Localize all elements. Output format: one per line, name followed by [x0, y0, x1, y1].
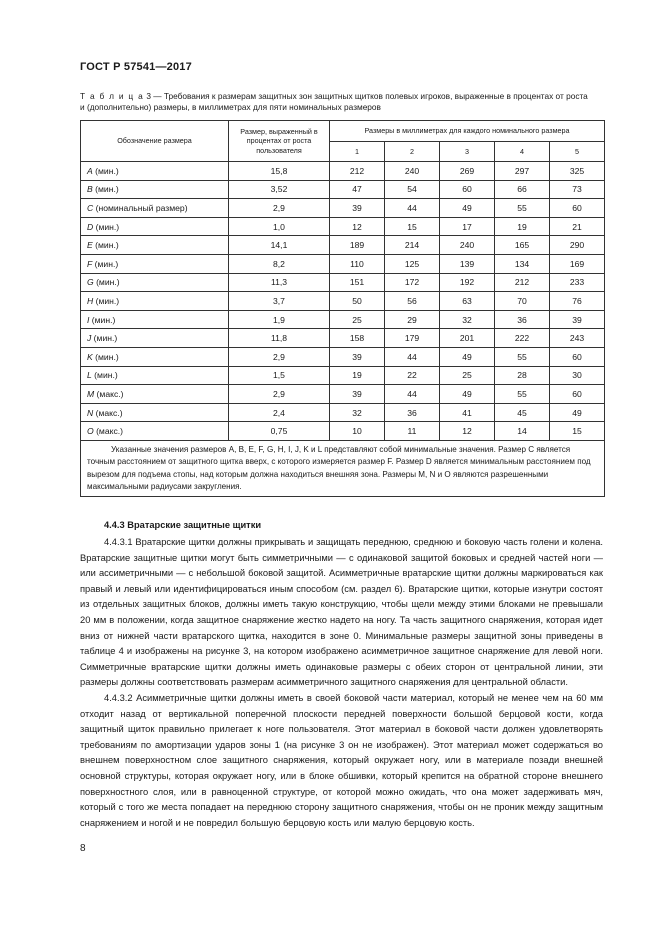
header-mm: Размеры в миллиметрах для каждого номинального размера — [330, 121, 605, 142]
percent-value: 3,52 — [229, 180, 330, 199]
size-designation — [81, 236, 229, 255]
size-designation — [81, 385, 229, 404]
percent-value: 1,9 — [229, 310, 330, 329]
mm-value-size-3: 63 — [440, 292, 495, 311]
size-qualifier: (мин.) — [92, 351, 119, 362]
mm-value-size-2: 125 — [385, 254, 440, 273]
size-designation — [81, 366, 229, 385]
mm-value-size-1: 10 — [330, 422, 385, 441]
size-letter: J — [87, 333, 92, 344]
size-qualifier: (мин.) — [92, 165, 119, 176]
percent-value: 15,8 — [229, 162, 330, 181]
size-letter: M — [87, 388, 95, 399]
header-size-5: 5 — [550, 142, 605, 162]
size-qualifier: (мин.) — [92, 240, 119, 251]
mm-value-size-5: 21 — [550, 217, 605, 236]
size-designation — [81, 329, 229, 348]
mm-value-size-3: 201 — [440, 329, 495, 348]
mm-value-size-5: 49 — [550, 403, 605, 422]
mm-value-size-5: 169 — [550, 254, 605, 273]
percent-value: 1,5 — [229, 366, 330, 385]
percent-value: 2,9 — [229, 199, 330, 218]
mm-value-size-2: 36 — [385, 403, 440, 422]
header-size-3: 3 — [440, 142, 495, 162]
mm-value-size-2: 240 — [385, 162, 440, 181]
percent-value: 1,0 — [229, 217, 330, 236]
mm-value-size-2: 29 — [385, 310, 440, 329]
mm-value-size-1: 19 — [330, 366, 385, 385]
size-designation — [81, 199, 229, 218]
size-designation — [81, 347, 229, 366]
mm-value-size-5: 39 — [550, 310, 605, 329]
mm-value-size-2: 172 — [385, 273, 440, 292]
mm-value-size-1: 110 — [330, 254, 385, 273]
mm-value-size-4: 165 — [495, 236, 550, 255]
mm-value-size-4: 66 — [495, 180, 550, 199]
mm-value-size-5: 290 — [550, 236, 605, 255]
mm-value-size-1: 25 — [330, 310, 385, 329]
size-letter: I — [87, 314, 90, 325]
size-designation — [81, 310, 229, 329]
mm-value-size-2: 44 — [385, 199, 440, 218]
mm-value-size-3: 49 — [440, 347, 495, 366]
mm-value-size-2: 15 — [385, 217, 440, 236]
table-row — [81, 292, 605, 311]
mm-value-size-5: 243 — [550, 329, 605, 348]
size-qualifier: (макс.) — [93, 426, 124, 437]
mm-value-size-4: 14 — [495, 422, 550, 441]
percent-value: 14,1 — [229, 236, 330, 255]
caption-label: Т а б л и ц а — [80, 91, 145, 101]
size-designation — [81, 422, 229, 441]
mm-value-size-2: 44 — [385, 347, 440, 366]
mm-value-size-4: 45 — [495, 403, 550, 422]
mm-value-size-5: 325 — [550, 162, 605, 181]
mm-value-size-1: 39 — [330, 385, 385, 404]
mm-value-size-1: 158 — [330, 329, 385, 348]
mm-value-size-4: 55 — [495, 199, 550, 218]
size-letter: K — [87, 351, 93, 362]
size-qualifier: (мин.) — [92, 184, 119, 195]
size-letter: N — [87, 407, 94, 418]
document-header: ГОСТ Р 57541—2017 — [80, 61, 192, 73]
mm-value-size-5: 76 — [550, 292, 605, 311]
percent-value: 8,2 — [229, 254, 330, 273]
table-row — [81, 273, 605, 292]
mm-value-size-5: 233 — [550, 273, 605, 292]
paragraph-4-4-3-1: 4.4.3.1 Вратарские щитки должны прикрывать и защищать переднюю, среднюю и боковую часть голени и колена. Вратарские защитные щитки могут быть симметричными — с одинаковой защитой боковых и средней частей ноги — или ассиметричными — с небольшой боковой защитой. Асимметричные вратарские щитки должны маркироваться как правый и левый или идентифицироваться иным способом (см. раздел 6). Вратарские щитки, которые изнутри состоят из отдельных защитных блоков, должны иметь такую конструкцию, чтобы щели между этими блоками не превышали 20 мм в положении, когда защитное снаряжение жестко надето на ногу. Та часть защитного снаряжения, которая идет вниз от нижней части вратарского щитка, находится в зоне 0. Минимальные размеры защитной зоны приведены в таблице 4 и изображены на рисунке 3, на котором изображено асимметричное защитное снаряжение для левой ноги. Симметричные вратарские щитки должны иметь одинаковые размеры с обеих сторон от центральной линии, эти размеры должны соответствовать размерам асимметричного защитного снаряжения для центральной области. — [80, 537, 603, 688]
mm-value-size-5: 73 — [550, 180, 605, 199]
mm-value-size-3: 17 — [440, 217, 495, 236]
mm-value-size-2: 54 — [385, 180, 440, 199]
paragraph-4-4-3-2: 4.4.3.2 Асимметричные щитки должны иметь в своей боковой части материал, который не менее чем на 60 мм отходит назад от вертикальной поперечной плоскости передней поверхности большой берцовой кости, когда защитный щиток правильно прилегает к ноге пользователя. Этот материал в боковой части должен удовлетворять требованиям по амортизации ударов зоны 1 (на рисунке 3 он не изображен). Этот материал может содержаться во внешнем поверхностном слое защитного снаряжения, который окружает ногу, или в материале позади внешней основной структуры, которая окружает ногу, или в блоке обшивки, который крепится на обратной стороне внешнего поверхностного слоя, или в равноценной структуре, от которой можно ожидать, что она может задерживать мяч, который с того же места попадает на переднюю сторону защитного снаряжения, чтобы он не проник между защитным снаряжением и ногой и не повредил большую берцовую кость или малую берцовую кость. — [80, 692, 603, 828]
section-body — [80, 535, 603, 831]
size-letter: A — [87, 165, 93, 176]
table-row — [81, 385, 605, 404]
percent-value: 11,3 — [229, 273, 330, 292]
mm-value-size-4: 36 — [495, 310, 550, 329]
mm-value-size-2: 11 — [385, 422, 440, 441]
mm-value-size-4: 134 — [495, 254, 550, 273]
table-note — [81, 440, 605, 496]
mm-value-size-1: 32 — [330, 403, 385, 422]
mm-value-size-3: 25 — [440, 366, 495, 385]
size-letter: B — [87, 184, 93, 195]
table-row — [81, 347, 605, 366]
mm-value-size-4: 19 — [495, 217, 550, 236]
mm-value-size-4: 70 — [495, 292, 550, 311]
mm-value-size-3: 192 — [440, 273, 495, 292]
mm-value-size-1: 151 — [330, 273, 385, 292]
table-note-text: Указанные значения размеров A, B, E, F, G, H, I, J, K и L представляют собой минимальные значения. Размер C является точным расстоянием от защитного щитка вверх, с которого измеряется размер F. Размер D является минимальным расстоянием под вырезом для подъема стопы, над которым должна находиться внешняя зона. Размеры M, N и O являются разрешенными максимальными радиусами закругления. — [87, 444, 591, 491]
header-size-2: 2 — [385, 142, 440, 162]
size-letter: D — [87, 221, 94, 232]
header-percent: Размер, выраженный в процентах от роста пользователя — [229, 121, 330, 162]
mm-value-size-5: 60 — [550, 347, 605, 366]
percent-value: 11,8 — [229, 329, 330, 348]
table-row — [81, 236, 605, 255]
table-caption — [80, 91, 588, 114]
mm-value-size-5: 30 — [550, 366, 605, 385]
size-designation — [81, 180, 229, 199]
mm-value-size-2: 22 — [385, 366, 440, 385]
size-qualifier: (мин.) — [93, 295, 120, 306]
size-letter: O — [87, 426, 94, 437]
mm-value-size-3: 139 — [440, 254, 495, 273]
size-qualifier: (мин.) — [89, 314, 116, 325]
size-requirements-table — [80, 120, 605, 497]
percent-value: 2,4 — [229, 403, 330, 422]
size-designation — [81, 292, 229, 311]
size-designation — [81, 254, 229, 273]
size-qualifier: (мин.) — [93, 277, 120, 288]
mm-value-size-2: 214 — [385, 236, 440, 255]
mm-value-size-4: 55 — [495, 347, 550, 366]
percent-value: 2,9 — [229, 385, 330, 404]
mm-value-size-4: 55 — [495, 385, 550, 404]
mm-value-size-1: 50 — [330, 292, 385, 311]
mm-value-size-1: 212 — [330, 162, 385, 181]
percent-value: 3,7 — [229, 292, 330, 311]
mm-value-size-3: 32 — [440, 310, 495, 329]
mm-value-size-5: 60 — [550, 385, 605, 404]
mm-value-size-3: 49 — [440, 385, 495, 404]
size-designation — [81, 162, 229, 181]
mm-value-size-3: 60 — [440, 180, 495, 199]
size-designation — [81, 217, 229, 236]
table-row — [81, 199, 605, 218]
header-size-name: Обозначение размера — [81, 121, 229, 162]
size-letter: E — [87, 240, 93, 251]
mm-value-size-1: 39 — [330, 199, 385, 218]
table-row — [81, 310, 605, 329]
size-letter: H — [87, 295, 94, 306]
header-size-1: 1 — [330, 142, 385, 162]
mm-value-size-5: 15 — [550, 422, 605, 441]
mm-value-size-3: 49 — [440, 199, 495, 218]
size-letter: G — [87, 277, 94, 288]
size-qualifier: (мин.) — [92, 258, 119, 269]
mm-value-size-4: 28 — [495, 366, 550, 385]
size-designation — [81, 273, 229, 292]
mm-value-size-2: 179 — [385, 329, 440, 348]
size-letter: L — [87, 370, 92, 381]
table-row — [81, 254, 605, 273]
percent-value: 2,9 — [229, 347, 330, 366]
size-qualifier: (макс.) — [93, 407, 123, 418]
page-number: 8 — [80, 843, 86, 854]
size-qualifier: (номинальный размер) — [93, 202, 188, 213]
mm-value-size-3: 269 — [440, 162, 495, 181]
mm-value-size-3: 12 — [440, 422, 495, 441]
size-letter: F — [87, 258, 93, 269]
table-row — [81, 217, 605, 236]
table-row — [81, 162, 605, 181]
mm-value-size-2: 56 — [385, 292, 440, 311]
header-size-4: 4 — [495, 142, 550, 162]
mm-value-size-1: 189 — [330, 236, 385, 255]
section-heading: 4.4.3 Вратарские защитные щитки — [104, 520, 262, 530]
mm-value-size-1: 39 — [330, 347, 385, 366]
mm-value-size-4: 212 — [495, 273, 550, 292]
mm-value-size-1: 12 — [330, 217, 385, 236]
mm-value-size-3: 240 — [440, 236, 495, 255]
mm-value-size-2: 44 — [385, 385, 440, 404]
mm-value-size-4: 222 — [495, 329, 550, 348]
caption-text: — Требования к размерам защитных зон защитных щитков полевых игроков, выраженные в процентах от роста и (дополнительно) размеры, в миллиметрах для пяти номинальных размеров — [80, 91, 588, 113]
percent-value: 0,75 — [229, 422, 330, 441]
table-row — [81, 366, 605, 385]
mm-value-size-5: 60 — [550, 199, 605, 218]
size-designation — [81, 403, 229, 422]
mm-value-size-4: 297 — [495, 162, 550, 181]
size-qualifier: (мин.) — [93, 221, 120, 232]
mm-value-size-1: 47 — [330, 180, 385, 199]
table-row — [81, 180, 605, 199]
size-qualifier: (мин.) — [91, 370, 118, 381]
size-letter: C — [87, 202, 94, 213]
size-qualifier: (макс.) — [94, 388, 124, 399]
table-row — [81, 403, 605, 422]
size-qualifier: (мин.) — [91, 333, 118, 344]
caption-number: 3 — [146, 91, 151, 101]
table-row — [81, 422, 605, 441]
mm-value-size-3: 41 — [440, 403, 495, 422]
table-row — [81, 329, 605, 348]
